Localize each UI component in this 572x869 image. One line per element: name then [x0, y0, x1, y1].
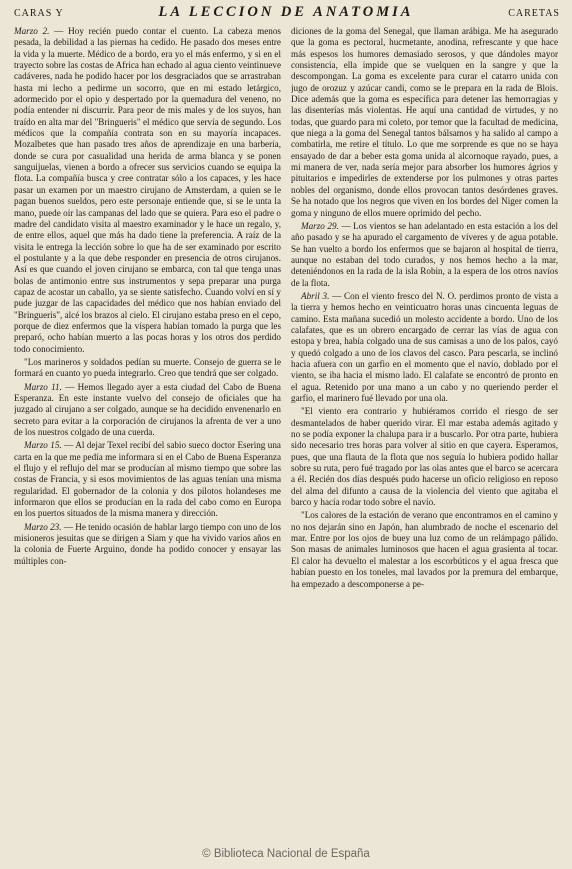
page-title: LA LECCION DE ANATOMIA	[158, 4, 414, 20]
paragraph-text: diciones de la goma del Senegal, que llaman arábiga. Me ha asegurado que la goma es pectoral, hucmetante, anodina, refrescante y que hace más espesos los humores demasiado serosos, y que dándoles mayor consistencia, ella impide que se vuelquen en la sangre y que la descompongan. La goma es excelente para curar el catarro unida con jugo de orozuz y azúcar candi, como se le prepara en la rada de Blois. Dice además que la goma es específica para detener las hemorragias y las disenterías más violentas. He aquí una cantidad de virtudes, y no todas, que guardo para mi coleto, por temor que la facultad de medicina, que niega a la goma del Senegal tantos bálsamos y ha salido al campo a combatirla, me retire el título. Lo que me sorprende es que no se haya ensayado de dar a beber esta goma unida al alcornoque rayado, pues, a mi manera de ver, nada sería mejor para absorber los humores ágrios y pituitarios e impedirles de extenderse por los pulmones y otras partes nobles del organismo, donde ellos provocan tantos desórdenes graves. Se ha notado que los negros que viven en los bordes del Niger comen la goma y ninguno de ellos muere oprimido del pecho.	[291, 26, 558, 218]
paragraph	[291, 510, 558, 589]
paragraph	[14, 357, 281, 380]
paragraph	[291, 221, 558, 289]
entry-date: Marzo 23.	[24, 521, 62, 532]
entry-date: Marzo 2.	[14, 26, 50, 36]
entry-date: Marzo 11.	[24, 381, 62, 392]
paragraph	[14, 440, 281, 519]
entry-date: Abril 3.	[301, 290, 330, 301]
right-column	[291, 26, 558, 838]
page-header	[14, 4, 560, 24]
paragraph	[14, 522, 281, 567]
entry-date: Marzo 15.	[24, 440, 62, 451]
paragraph	[14, 382, 281, 439]
paragraph	[291, 406, 558, 508]
left-column	[14, 26, 281, 838]
paragraph-text: — Con el viento fresco del N. O. perdimos pronto de vista a la tierra y hemos hecho en veinticuatro horas unas cincuenta leguas de camino. Esta mañana sucedió un molesto accidente a bordo. Uno de los calafates, que es un obrero encargado de cerrar las vías de agua con estopa y brea, había colgado una de sus camisas a uno de los palos, cayó y quedó colgado a uno de los clavos del casco. Para pescarla, se inclinó hacia afuera con un garfio en el momento que el navío, doblado por el viento, se iba hacia el mismo lado. El calafate se encontró de pronto en el agua. Retenido por una mano a un cabo y no queriendo perder el garfio, el marinero fué llevado por una ola.	[291, 290, 558, 403]
entry-date: Marzo 29.	[301, 220, 339, 231]
paragraph-text: — Los vientos se han adelantado en esta estación a los del año pasado y se ha apurado el cargamento de víveres y de agua potable. Se han vuelto a bordo los enfermos que se bajaron al hospital de tierra, aunque no estaban del todo curados, y nos hemos hecho a la mar, deteniéndonos en la rada de la isla Robin, a la espera de los otros navíos de la flota.	[291, 220, 558, 288]
paragraph	[291, 26, 558, 219]
paragraph-text: "El viento era contrario y hubiéramos corrido el riesgo de ser desmantelados de haber querido virar. El mar estaba además agitado y no se podía exponer la chalupa para ir a buscarlo. Por otra parte, hubiera sido necesario tres horas para volver al sitio en que cayera. Esperamos, pues, que una flauta de la flota que nos seguía lo hubiera podido hallar sobre su ruta, pero fué tragado por las olas antes que el barco se acercara a él. Recién dos días después pudo hacerse un oficio religioso en reposo del alma del difunto a causa de la violencia del viento que agitaba el barco y hacía rodar todo sobre el navío.	[291, 406, 558, 508]
paragraph-text: — Hemos llegado ayer a esta ciudad del Cabo de Buena Esperanza. En este instante vuelvo del consejo de oficiales que ha juzgado al cirujano a ser colgado, aunque se ha decidido envenenarlo en secreto para evitar a la corporación de cirujanos la afrenta de ver a uno de los nuestros colgado de una cuerda.	[14, 381, 281, 438]
paragraph-text: — Hoy recién puedo contar el cuento. La cabeza menos pesada, la debilidad a las piernas ha cedido. He pasado dos meses entre la vida y la muerte. Médico de a bordo, era yo el más enfermo, y si en el trayecto sobre las costas de Africa han echado al agua ciento veintinueve cadáveres, nada he podido hacer por los desgraciados que se arrastraban hasta mi lecho a pedirme un socorro, que en mi estado letárgico, adormecido por el opio y despertado por la quemadura del veneno, no podía entender ni discurrir. Para peor de mis males y de los suyos, han traído en alta mar del "Bringueris" el médico que servía de segundo. Los médicos que la compañía contrata son en su mayoría incapaces. Mozalbetes que han pasado tres años de aprendizaje en una barbería, donde se cura por casualidad una herida de arma blanca y se ponen sanguijuelas, vienen a bordo a ofrecer sus servicios cuando se equipa la flota. La compañía busca y cree contratar sólo a los capaces, y les hace pasar un examen por un maestro cirujano de Amsterdam, a quien se le pagan buenos sueldos, pero este personaje entiende que, si se le unta la mano, puede oír las campanas del lado que se quiera. Para eso el padre o madre del candidato visita al maestro examinador y le hace un regalo, y, de entre ellos, aquel que más ha dado tiene la preferencia. A raíz de la visita le entrega la lección sobre lo que ha de ser examinado por escrito el postulante y a la que debe responder en presencia de otros cirujanos. Así es que cuando el joven cirujano se embarca, con tal que tenga unas bolas de antimonio entre sus instrumentos y sepa preparar una purga capaz de acostar un caballo, ya se siente satisfecho. Cuando volví en sí y pude juzgar de las capacidades del médico que nos habían enviado del "Bringueris", alcé los brazos al cielo. El cirujano estaba preso en el cepo, porque de diez enfermos que la víspera habían tomado la purga que les preparó, ocho habían muerto a las pocas horas y los otros dos perdido todo conocimiento.	[14, 26, 281, 354]
article-body	[14, 26, 558, 838]
paragraph-text: "Los marineros y soldados pedían su muerte. Consejo de guerra se le formará en cuanto yo pueda integrarlo. Creo que tendrá que ser colgado.	[14, 356, 281, 379]
paragraph-text: — Al dejar Texel recibí del sabio sueco doctor Esering una carta en la que me pedía me informara si en el Cabo de Buena Esperanza el flujo y el reflujo del mar se producían al mismo tiempo que sobre las costas de Francia, y si esos movimientos de las aguas tenían una misma regularidad. El gobernador de la colonia y dos pilotos holandeses me informaron que ellos se producían en la rada del cabo como en Europa en los puertos situados de la misma manera y dirección.	[14, 440, 281, 519]
paragraph	[14, 26, 281, 355]
header-magazine-name-right: CARETAS	[508, 8, 560, 19]
paragraph	[291, 291, 558, 404]
paragraph-text: "Los calores de la estación de verano que encontramos en el camino y no nos dejarán sino en Japón, han alumbrado de noche el escenario del mar. Entre por los ojos de buey una luz como de un relámpago pálido. Son masas de animales luminosos que hacen el agua grasienta al tocar. El calor ha devuelto el malestar a los escorbúticos y el agua fresca que habían puesto en los toneles, mal lavados por la premura del embarque, ha empezado a descomponerse a pe-	[291, 510, 558, 589]
paragraph-text: — He tenido ocasión de hablar largo tiempo con uno de los misioneros jesuitas que se dirigen a Siam y que ha vivido varios años en la colonia de Fuerte Arguino, donde ha podido conocer y ensayar las múltiples con-	[14, 521, 281, 566]
library-copyright-footer: © Biblioteca Nacional de España	[202, 848, 370, 860]
header-magazine-name-left: CARAS Y	[14, 8, 64, 19]
